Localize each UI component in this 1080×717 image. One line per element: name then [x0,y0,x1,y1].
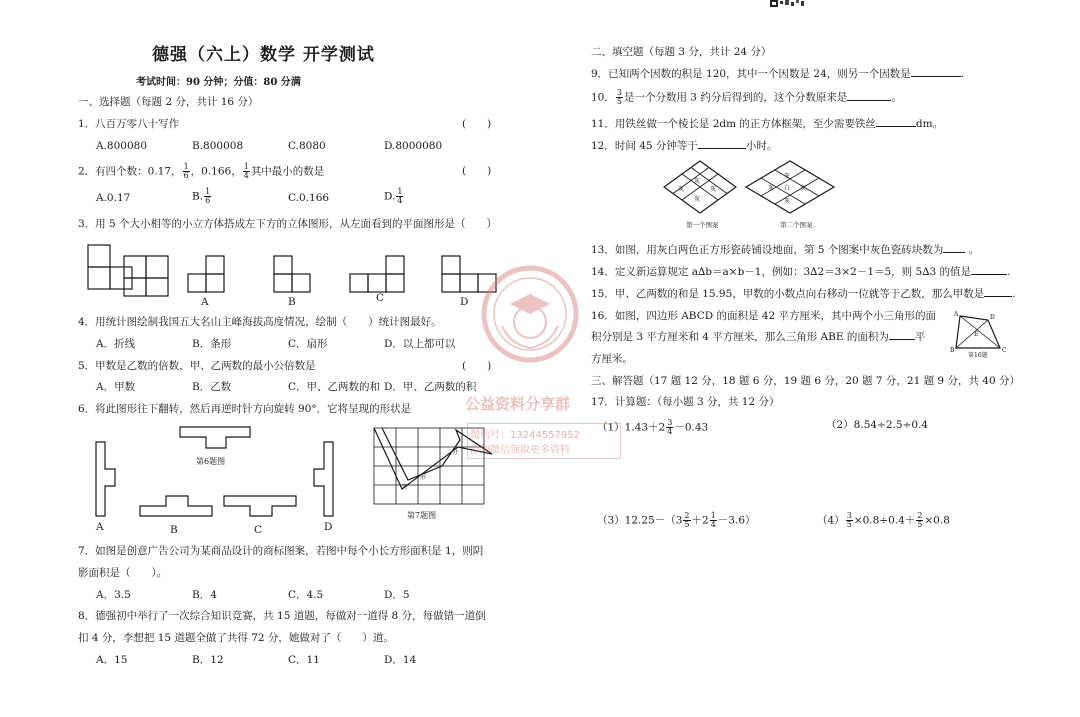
svg-text:白: 白 [784,185,791,192]
q2-stem: 2．有四个数：0.17， $\frac{1}{6}$ ，0.166， $\frac{1}{4}$ 其中最小的数是 [78,162,325,180]
q4-option-d: D．以上都可以 [384,338,456,350]
page-title: 德强（六上）数学 开学测试 [152,45,375,65]
svg-text:B: B [950,347,955,354]
q8-option-d: D．14 [384,654,417,666]
svg-text:A: A [954,311,959,318]
q12: 12．时间 45 分钟等于 小时。 [591,140,778,152]
q13: 13．如图，用灰白两色正方形瓷砖铺设地面，第 5 个图案中灰色瓷砖块数为 。 [591,244,980,256]
q15: 15．甲、乙两数的和是 15.95，甲数的小数点向右移动一位就等于乙数，那么甲数是 . [591,288,1016,300]
q6-fig-caption: 第6题图 [196,457,226,466]
q6-label-a: A [96,521,104,533]
q7-stem-line1: 7．如图是创意广告公司为某商品设计的商标图案，若图中每个小长方形面积是 1，则阴 [78,545,484,557]
q9: 9．已知两个因数的积是 120，其中一个因数是 24，则另一个因数是 . [591,68,965,80]
q6-label-b: B [170,524,178,536]
q16-line2: 积分别是 3 平方厘米和 4 平方厘米，那么三角形 ABE 的面积为 平 [591,331,926,343]
q17-heading: 17．计算题：（每小题 3 分，共 12 分） [591,396,780,408]
q6-shape-b [140,496,212,516]
q5-option-c: C．甲、乙两数的和 [288,381,381,393]
q3-label-a: A [201,296,209,308]
q3-stem: 3．用 5 个大小相等的小立方体搭成左下方的立体图形，从左面看到的平面图形是（ ） [78,218,498,230]
q6-shape-c [224,496,296,516]
svg-text:灰: 灰 [710,186,717,193]
section2-heading: 二、填空题（每题 3 分，共计 24 分） [591,46,772,58]
svg-text:D: D [990,314,995,321]
q4-option-b: B．条形 [192,338,232,350]
q7-char-kai: 开 [402,484,409,491]
q17-expr-1: （1）1.43＋2 $\frac{3}{4}$ －0.43 [597,418,709,436]
q13-caption-2: 第二个图案 [780,221,813,229]
svg-text:灰: 灰 [784,198,791,205]
q2-option-b: B. $\frac{1}{6}$ [192,187,211,205]
q11: 11．用铁丝做一个棱长是 2dm 的正方体框架，至少需要铁丝 dm。 [591,118,944,130]
q6-label-c: C [254,524,263,536]
q10: 10． $\frac{3}{5}$ 是一个分数用 3 约分后得到的，这个分数原来是 。 [591,88,902,106]
q8-option-b: B．12 [192,654,224,666]
q5-option-a: A．甲数 [96,381,136,393]
q3-label-b: B [288,296,296,308]
qr-code-icon [770,0,810,8]
q2-option-c: C.0.166 [288,192,330,204]
q1-option-b: B.800008 [192,140,244,152]
q8-stem-line2: 扣 4 分，李想把 15 道题全做了共得 72 分，她做对了（ ）道。 [78,632,394,644]
q8-option-a: A．15 [96,654,128,666]
q2-option-a: A.0.17 [96,192,131,204]
svg-text:灰: 灰 [694,196,701,203]
q1-paren: ( ) [462,118,492,130]
svg-text:灰: 灰 [800,185,807,192]
q3-figure-b [274,256,310,292]
q6-shape-d [314,442,333,516]
q8-option-c: C．11 [288,654,320,666]
q13-pattern-2 [746,161,834,213]
fraction: $\frac{1}{6}$ [183,162,189,180]
q3-figure-c [350,256,404,292]
q7-char-xing: 形 [420,474,427,481]
svg-text:灰: 灰 [784,173,791,180]
q6-stem: 6．将此图形往下翻转，然后再逆时针方向旋转 90°．它将呈现的形状是 [78,403,412,415]
q4-option-c: C．扇形 [288,338,328,350]
q14: 14．定义新运算规定 a∆b＝a×b－1，例如：3∆2＝3×2－1＝5，则 5∆3 的值是 . [591,266,1011,278]
q17-expr-4: （4） $\frac{3}{5}$ ×0.8÷0.4＋ $\frac{2}{5}$ ×0.8 [817,511,950,529]
q5-stem: 5．甲数是乙数的倍数，甲、乙两数的最小公倍数是 [78,360,316,372]
q2-option-d: D. $\frac{1}{4}$ [384,187,403,205]
q7-fig-caption: 第7题图 [407,511,437,520]
svg-text:灰: 灰 [678,186,685,193]
q7-stem-line2: 影面积是（ ）。 [78,567,168,579]
q7-option-d: D．5 [384,589,410,601]
watermark-note: 添加微信领取更多资料 [470,445,570,456]
q7-option-c: C．4.5 [288,589,324,601]
q7-char-fen: 分 [452,449,459,456]
watermark-seal-icon [480,264,580,364]
q1-option-d: D.8000080 [384,140,443,152]
q16-line3: 方厘米。 [591,353,633,365]
svg-text:C: C [1002,347,1007,354]
svg-text:灰: 灰 [768,185,775,192]
q1-stem: 1．八百万零八十写作 [78,118,180,130]
q13-caption-1: 第一个图案 [686,221,719,229]
q3-label-c: C [376,292,385,304]
exam-info: 考试时间：90 分钟；分值：80 分满 [136,77,301,88]
q3-label-d: D [460,296,469,308]
q7-option-a: A．3.5 [96,589,131,601]
svg-text:E: E [974,331,979,338]
q16-line1: 16．如图，四边形 ABCD 的面积是 42 平方厘米，其中两个小三角形的面 [591,310,937,322]
q4-stem: 4．用统计图绘制我国五大名山主峰海拔高度情况，绘制（ ）统计图最好。 [78,316,442,328]
cube-figure [88,245,168,296]
q6-label-d: D [324,521,333,533]
q13-tile-figures [660,158,860,220]
q6-original-shape [180,427,250,448]
q8-stem-line1: 8．德强初中举行了一次综合知识竞赛，共 15 道题，每做对一道得 8 分，每做错一道倒 [78,610,486,622]
section3-heading: 三、解答题（17 题 12 分，18 题 6 分，19 题 6 分，20 题 7 分，21 题 9 分，共 40 分） [591,375,1020,387]
q17-expr-3: （3）12.25－（3 $\frac{2}{5}$ ＋2 $\frac{1}{4}$ －3.6） [597,511,756,529]
q6-shape-a [96,442,115,516]
q1-option-c: C.8080 [288,140,326,152]
q4-option-a: A．折线 [96,338,136,350]
q2-paren: ( ) [462,165,492,177]
watermark-title: 公益资料分享群 [465,395,571,413]
watermark-wechat: 微信号：13244557952 [470,430,580,441]
q13-pattern-1 [664,161,736,213]
watermark-box [467,423,621,459]
q5-option-d: D．甲、乙两数的积 [384,381,477,393]
q7-option-b: B．4 [192,589,217,601]
q1-option-a: A.800080 [96,140,148,152]
svg-text:灰: 灰 [694,178,701,185]
q17-expr-2: （2）8.54÷2.5÷0.4 [826,419,929,431]
q5-paren: ( ) [462,360,492,372]
q5-option-b: B．乙数 [192,381,232,393]
section1-heading: 一、选择题（每题 2 分，共计 16 分） [78,96,259,108]
fraction: $\frac{1}{4}$ [243,162,249,180]
q3-figure-a [188,256,224,292]
q16-caption: 第16题 [968,352,988,359]
